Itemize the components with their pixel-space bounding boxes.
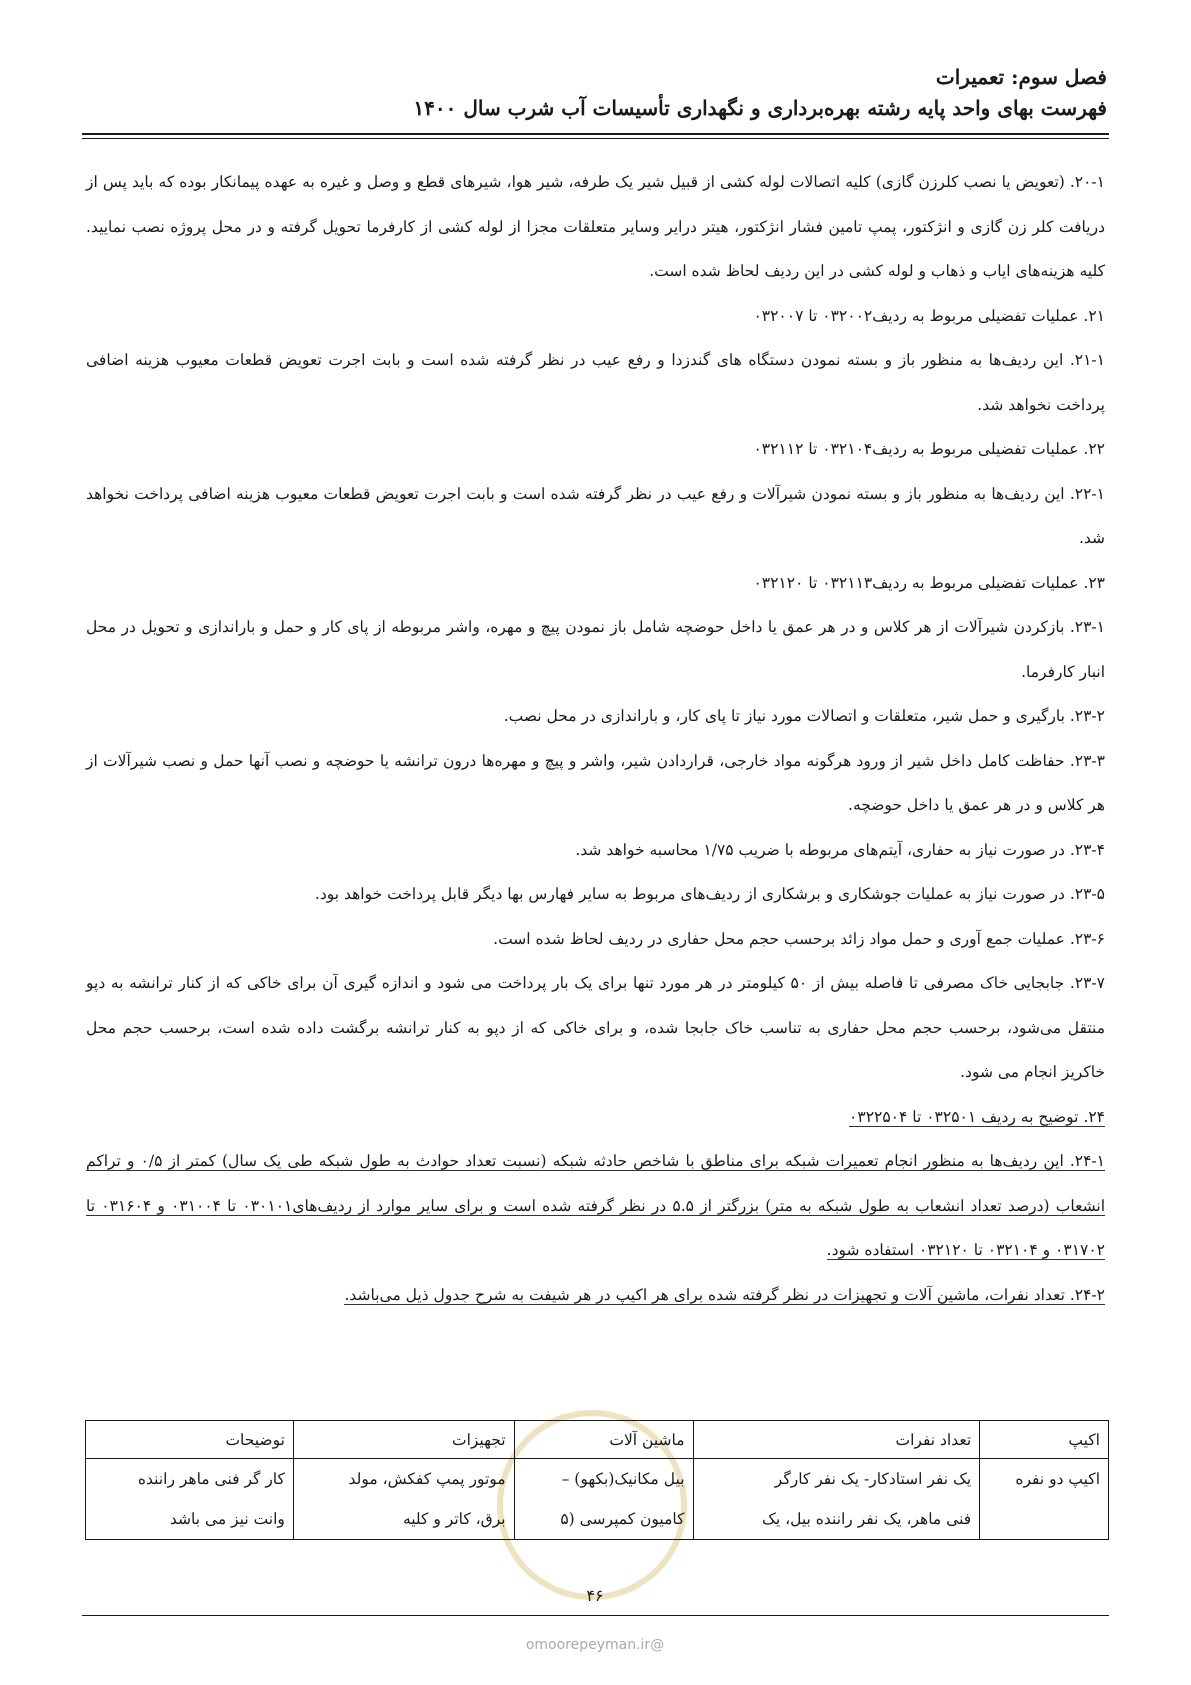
table-header-row xyxy=(86,1421,1109,1459)
table-cell-machines xyxy=(514,1459,693,1540)
table-cell-notes xyxy=(86,1459,294,1540)
cell-line: فنی ماهر، یک نفر راننده بیل، یک xyxy=(761,1510,972,1528)
document-subtitle: فهرست بهای واحد پایه رشته بهره‌برداری و نگهداری تأسیسات آب شرب سال ۱۴۰۰ xyxy=(413,96,1107,120)
cell-line: موتور پمپ کفکش، مولد xyxy=(348,1470,506,1488)
table-header: تعداد نفرات xyxy=(693,1421,980,1459)
paragraph-23-6: ۲۳-۶. عملیات جمع آوری و حمل مواد زائد برحسب حجم محل حفاری در ردیف لحاظ شده است. xyxy=(493,929,1105,948)
header-rule-thick xyxy=(82,133,1109,135)
cell-line: یک نفر استادکار- یک نفر کارگر xyxy=(774,1470,972,1488)
page-header xyxy=(84,62,1107,124)
cell-line: کار گر فنی ماهر راننده xyxy=(137,1470,285,1488)
paragraph-21: ۲۱. عملیات تفضیلی مربوط به ردیف۰۳۲۰۰۲ تا ۰۳۲۰۰۷ xyxy=(753,306,1105,325)
paragraph-22: ۲۲. عملیات تفضیلی مربوط به ردیف۰۳۲۱۰۴ تا ۰۳۲۱۱۲ xyxy=(753,440,1105,458)
watermark-text: @omoorepeyman.ir xyxy=(525,1637,665,1653)
cell-line: کامیون کمپرسی (۵ xyxy=(560,1510,685,1528)
paragraph-21-1: ۲۱-۱. این ردیف‌ها به منظور باز و بسته نمودن دستگاه های گندزدا و رفع عیب در نظر گرفته شده است و بابت اجرت تعویض قطعات معیوب هزینه اضافی پرداخت نخواهد شد. xyxy=(86,351,1105,414)
paragraph-23: ۲۳. عملیات تفضیلی مربوط به ردیف۰۳۲۱۱۳ تا ۰۳۲۱۲۰ xyxy=(753,573,1105,592)
table-header: تجهیزات xyxy=(293,1421,514,1459)
paragraph-23-2: ۲۳-۲. بارگیری و حمل شیر، متعلقات و اتصالات مورد نیاز تا پای کار، و باراندازی در محل نصب. xyxy=(503,707,1105,725)
cell-line: بیل مکانیک(بکهو) – xyxy=(561,1470,685,1488)
cell-line: برق، کاتر و کلیه xyxy=(402,1510,506,1528)
paragraph-23-7: ۲۳-۷. جابجایی خاک مصرفی تا فاصله بیش از ۵۰ کیلومتر در هر مورد تنها برای یک بار پرداخت می شود و اندازه گیری آن برای خاکی که از کنار ترانشه به دپو منتقل می‌شود، برحسب حجم محل حفاری به تناسب خاک جابجا شده، و برای خاکی که از دپو به کنار ترانشه برگشت داده شده است، برحسب حجم محل خاکریز انجام می شود. xyxy=(86,974,1105,1081)
body-text xyxy=(86,160,1105,1317)
team-table xyxy=(85,1420,1109,1540)
paragraph-23-3: ۲۳-۳. حفاظت کامل داخل شیر از ورود هرگونه مواد خارجی، قراردادن شیر، واشر و پیچ و مهره‌ها درون ترانشه یا حوضچه و نصب آنها حمل و نصب شیرآلات از هر کلاس و در هر عمق یا داخل حوضچه. xyxy=(86,751,1105,814)
paragraph-24-2: ۲۴-۲. تعداد نفرات، ماشین آلات و تجهیزات در نظر گرفته شده برای هر اکیپ در هر شیفت به شرح جدول ذیل می‌باشد. xyxy=(344,1285,1105,1304)
paragraph-20-1: ۲۰-۱. (تعویض یا نصب کلرزن گازی) کلیه اتصالات لوله کشی از قبیل شیر یک طرفه، شیر هوا، شیرهای قطع و وصل و غیره به عهده پیمانکار بوده که باید پس از دریافت کلر زن گازی و انژکتور، پمپ تامین فشار انژکتور، هیتر درایر وسایر متعلقات مجزا از لوله کشی از کارفرما تحویل گرفته و در محل پروژه نصب نمایید. کلیه هزینه‌های ایاب و ذهاب و لوله کشی در این ردیف لحاظ شده است. xyxy=(86,173,1105,280)
footer-rule xyxy=(82,1615,1109,1616)
table-cell-staff xyxy=(693,1459,980,1540)
paragraph-23-4: ۲۳-۴. در صورت نیاز به حفاری، آیتم‌های مربوطه با ضریب ۱/۷۵ محاسبه خواهد شد. xyxy=(575,840,1105,859)
paragraph-23-5: ۲۳-۵. در صورت نیاز به عملیات جوشکاری و برشکاری از ردیف‌های مربوط به سایر فهارس بها دیگر قابل پرداخت خواهد بود. xyxy=(314,885,1105,903)
table-header: توضیحات xyxy=(86,1421,294,1459)
cell-line: وانت نیز می باشد xyxy=(169,1510,285,1528)
table-header: اکیپ xyxy=(980,1421,1109,1459)
table-row xyxy=(86,1459,1109,1540)
table-cell-team: اکیپ دو نفره xyxy=(980,1459,1109,1540)
paragraph-22-1: ۲۲-۱. این ردیف‌ها به منظور باز و بسته نمودن شیرآلات و رفع عیب در نظر گرفته شده است و بابت اجرت تعویض قطعات معیوب هزینه اضافی پرداخت نخواهد شد. xyxy=(86,484,1105,547)
table-header: ماشین آلات xyxy=(514,1421,693,1459)
header-rule-thin xyxy=(82,138,1109,139)
paragraph-23-1: ۲۳-۱. بازکردن شیرآلات از هر کلاس و در هر عمق یا داخل حوضچه شامل باز نمودن پیچ و مهره، واشر مربوطه از پای کار و حمل و باراندازی و تحویل در محل انبار کارفرما. xyxy=(86,618,1105,681)
table-cell-equipment xyxy=(293,1459,514,1540)
paragraph-24-1: ۲۴-۱. این ردیف‌ها به منظور انجام تعمیرات شبکه برای مناطق با شاخص حادثه شبکه (نسبت تعداد حوادث به طول شبکه طی یک سال) کمتر از ۰/۵ و تراکم انشعاب (درصد تعداد انشعاب به طول شبکه به متر) بزرگتر از ۵.۵ در نظر گرفته شده است و برای سایر موارد از ردیف‌های۰۳۰۱۰۱ تا ۰۳۱۰۰۴ و ۰۳۱۶۰۴ تا ۰۳۱۷۰۲ و ۰۳۲۱۰۴ تا ۰۳۲۱۲۰ استفاده شود. xyxy=(86,1152,1106,1259)
page-number: ۴۶ xyxy=(586,1586,604,1605)
paragraph-24: ۲۴. توضیح به ردیف ۰۳۲۵۰۱ تا ۰۳۲۲۵۰۴ xyxy=(849,1107,1105,1126)
chapter-title: فصل سوم: تعمیرات xyxy=(935,65,1107,89)
